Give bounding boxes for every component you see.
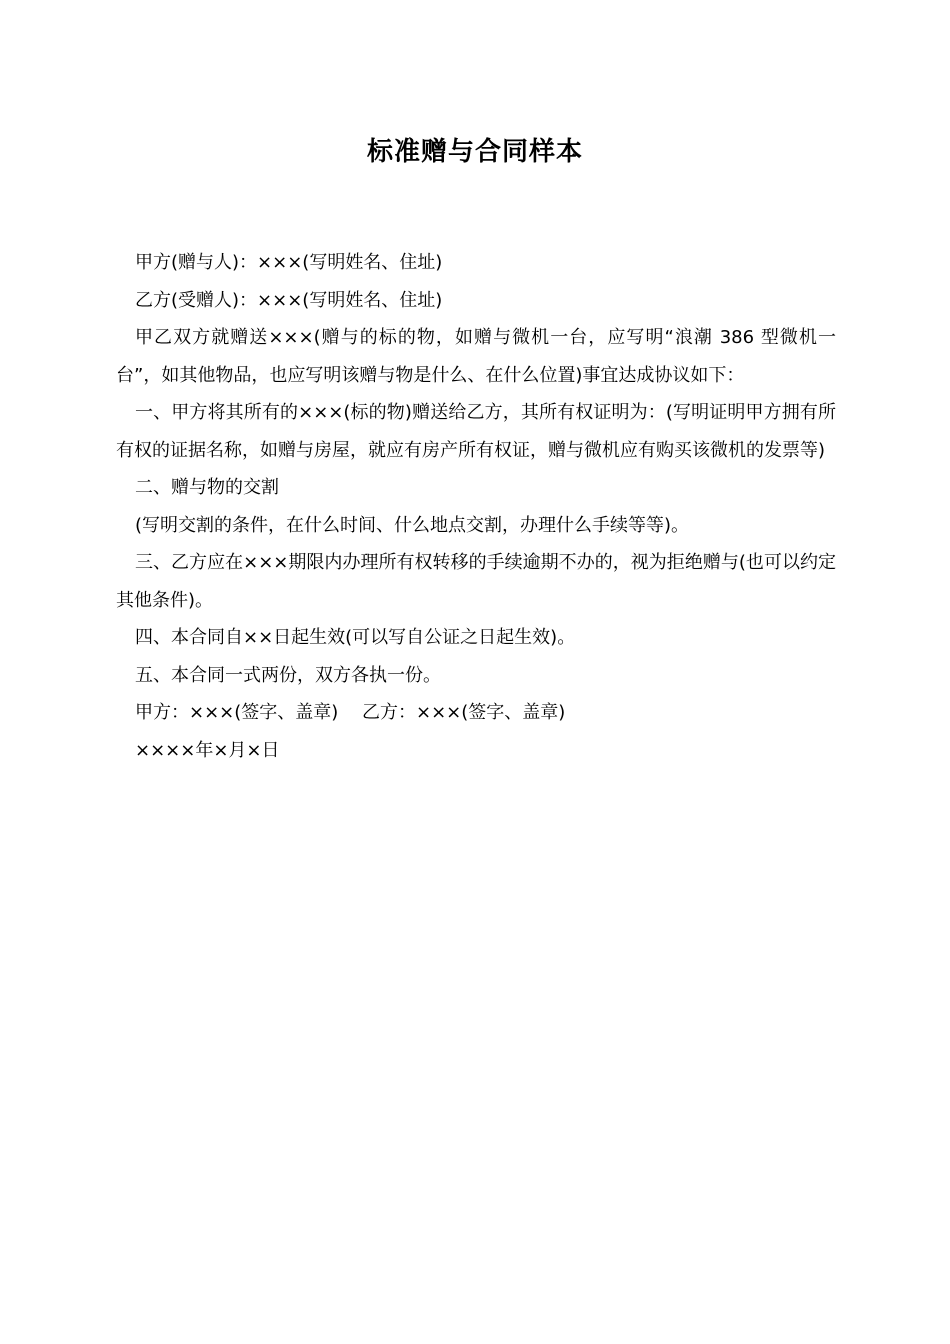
signature-line: 甲方：×××(签字、盖章) 乙方：×××(签字、盖章) [135,702,566,723]
party-b-line: 乙方(受赠人)：×××(写明姓名、住址) [135,289,443,311]
clause-one: 一、甲方将其所有的×××(标的物)赠送给乙方，其所有权证明为：(写明证明甲方拥有所有权的证据名称，如赠与房屋，就应有房产所有权证，赠与微机应有购买该微机的发票等) [116,402,836,461]
agreement-intro: 甲乙双方就赠送×××(赠与的标的物，如赠与微机一台，应写明“浪潮 386 型微机一台”，如其他物品，也应写明该赠与物是什么、在什么位置)事宜达成协议如下： [116,327,836,386]
clause-five: 五、本合同一式两份，双方各执一份。 [135,664,441,686]
date-line: ××××年×月×日 [135,739,280,761]
document-title: 标准赠与合同样本 [366,137,583,167]
clause-four: 四、本合同自××日起生效(可以写自公证之日起生效)。 [135,627,576,648]
clause-two-heading: 二、赠与物的交割 [135,477,279,498]
document-body [116,244,836,769]
clause-three: 三、乙方应在×××期限内办理所有权转移的手续逾期不办的，视为拒绝赠与(也可以约定其他条件)。 [116,552,836,611]
party-a-line: 甲方(赠与人)：×××(写明姓名、住址) [135,252,443,273]
clause-two-detail: (写明交割的条件，在什么时间、什么地点交割，办理什么手续等等)。 [135,514,690,536]
